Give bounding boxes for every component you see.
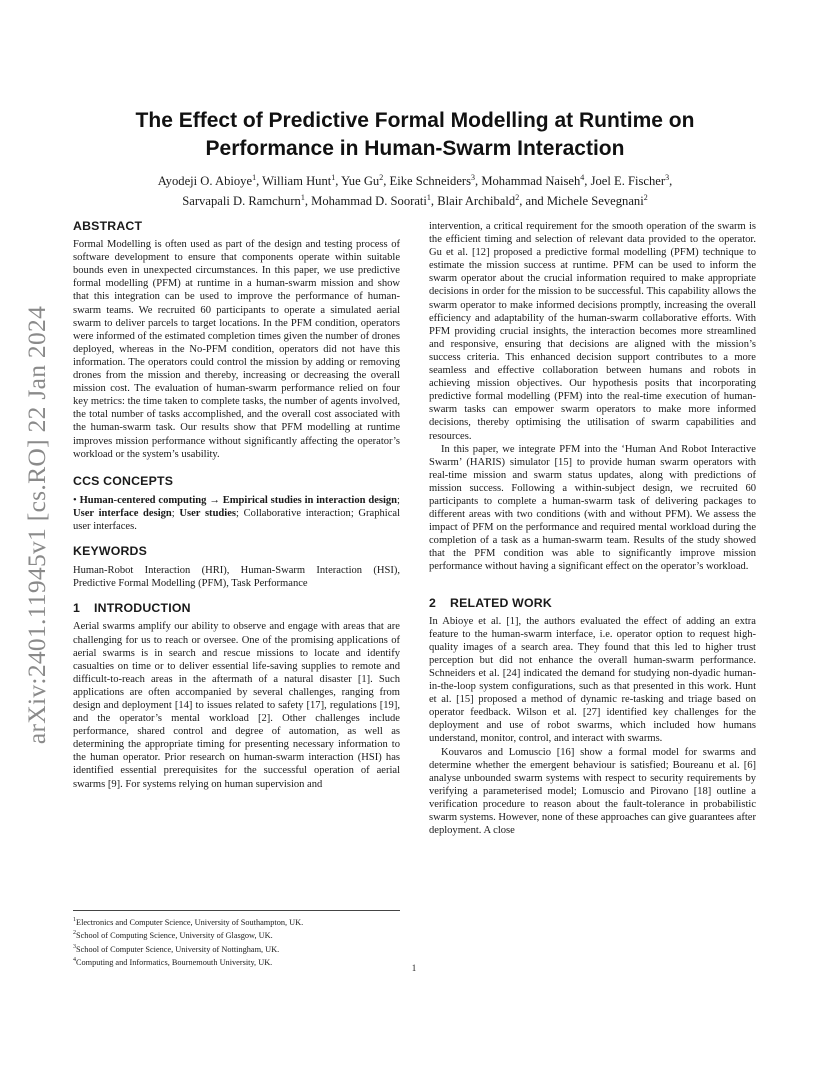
keywords-text: Human-Robot Interaction (HRI), Human-Swarm Interaction (HSI), Predictive Formal Modelling (PFM), Task Performance (73, 565, 400, 590)
footnote: $^2$School of Computing Science, University of Glasgow, UK. (73, 930, 273, 941)
ccs-heading: CCS CONCEPTS (73, 473, 174, 488)
keywords-heading: KEYWORDS (73, 544, 148, 559)
paper-title: The Effect of Predictive Formal Modelling at Runtime on Performance in Human-Swarm Interaction (135, 109, 695, 160)
related-work-paragraph-1: In Abioye et al. [1], the authors evaluated the effect of adding an extra feature to the human-swarm interface, i.e. operator option to request high-quality images of a search area. They found that this led to higher trust perception but did not enhance the overall human-swarm performance. Schneiders et al. [24] indicated the demand for studying non-dyadic human-in-the-loop system configurations, such as that presented in this work. Hunt et al. [15] proposed a method of dynamic re-tasking and triage based on operator feedback. Wilson et al. [27] identified key challenges for the deployment and use of robot swarms, which included how humans understand, monitor, control, and interact with swarms. (429, 615, 756, 745)
author: Joel E. Fischer$^3$ (590, 172, 670, 188)
arxiv-side-stamp (22, 290, 52, 760)
ccs-concepts-text: • Human-centered computing → Empirical studies in interaction design; User interface design; User studies; Collaborative interaction; Graphical user interfaces. (73, 494, 400, 532)
author: Eike Schneiders$^3$ (389, 172, 476, 188)
footnote: $^4$Computing and Informatics, Bournemouth University, UK. (73, 956, 273, 967)
left-column (73, 220, 400, 791)
introduction-paragraph-2: In this paper, we integrate PFM into the ‘Human And Robot Interactive Swarm’ (HARIS) simulator [15] to provide human swarm operators with real-time mission and swarm status updates, along with predictions of mission success. Following a within-subject design, we recruited 60 participants to complete a human-swarm task of delivering packages to different areas with two conditions (with and without PFM). We assess the impact of PFM on the performance and required mental workload during the completion of a task as a human-swarm team. Results of the study showed that the PFM condition was able to significantly improve mission performance without having a significant effect on the operator’s workload. (429, 443, 756, 573)
author: Sarvapali D. Ramchurn$^1$ (182, 192, 305, 208)
introduction-heading: 1 INTRODUCTION (73, 601, 191, 616)
abstract-text: Formal Modelling is often used as part of the design and testing process of software development to ensure that components operate within suitable bounds even in unexpected circumstances. In this paper, we use predictive formal modelling (PFM) at runtime in a human-swarm mission and show that this integration can be used to improve the performance of human-swarm teams. We recruited 60 participants to operate a simulated aerial swarm to deliver parcels to target locations. In the PFM condition, operators were informed of the estimated completion times given the number of drones deployed, whereas in the No-PFM condition, operators did not have this information. The operators could control the mission by adding or removing drones from the mission and thereby, increasing or decreasing the overall mission cost. The evaluation of human-swarm performance relied on four key metrics: the time taken to complete tasks, the number of agents involved, the total number of tasks accomplished, and the overall cost associated with the human-swarm task. Our results show that PFM modelling at runtime improves mission performance without significantly affecting the operator’s workload or the system’s usability. (73, 239, 400, 460)
related-work-heading: 2 RELATED WORK (429, 595, 552, 610)
author-line-2: Sarvapali D. Ramchurn$^1$, Mohammad D. Soorati$^1$, Blair Archibald$^2$, and Michele Sevegnani$^2$ (182, 192, 648, 208)
introduction-paragraph-1-continued: intervention, a critical requirement for the smooth operation of the swarm is the efficient timing and selection of relevant data provided to the operator. Gu et al. [12] proposed a predictive formal modelling (PFM) technique to estimate the mission success at runtime. PFM can be used to inform the swarm operator about the crucial information required to make appropriate decisions in order for the mission to be successful. This capability allows the swarm operator to make informed decisions promptly, increasing the overall efficiency and adaptability of the human-swarm collaborative efforts. With PFM providing crucial insights, the interaction becomes more streamlined and responsive, ensuring that decisions are aligned with the mission’s success criteria. This enhanced decision support contributes to a more seamless and effective collaboration between humans and robots in achieving mission objectives. Our hypothesis posits that incorporating predictive formal modelling (PFM) into the real-time execution of human-swarm tasks can empower swarm operators to make more informed decisions, thereby optimising the utilisation of swarm capabilities and resources. (429, 221, 756, 442)
footnote: $^3$School of Computer Science, University of Nottingham, UK. (73, 943, 280, 954)
arxiv-identifier: arXiv:2401.11945v1 [cs.RO] 22 Jan 2024 (22, 305, 51, 745)
author-line-1: Ayodeji O. Abioye$^1$, William Hunt$^1$, Yue Gu$^2$, Eike Schneiders$^3$, Mohammad Naiseh$^4$, Joel E. Fischer$^3$, (157, 172, 673, 188)
introduction-paragraph-1: Aerial swarms amplify our ability to observe and engage with areas that are challenging for us to reach or oversee. One of the promising applications of aerial swarms is in search and rescue missions to locate and identify casualties on time or to deliver essential life-saving supplies to remote and difficult-to-reach areas in the aftermath of a natural disaster [1]. Such applications are often accompanied by several challenges, ranging from design and deployment [14] to issues related to safety [17], regulations [19], and the operator’s mental workload [2]. Other challenges include performance, shared control and degree of automation, as well as determining the appropriate timing for presenting necessary information to the human operator. Prior research on human-swarm interaction (HSI) has identified essential prerequisites for the successful operation of aerial swarms [9]. For systems relying on human supervision and (73, 621, 400, 790)
author: Michele Sevegnani$^2$ (546, 192, 648, 208)
page-number: 1 (411, 963, 417, 973)
author: Yue Gu$^2$ (341, 172, 384, 188)
footnotes (73, 910, 400, 968)
related-work-paragraph-2: Kouvaros and Lomuscio [16] show a formal model for swarms and determine whether the emergent behaviour is satisfied; Boureanu et al. [6] analyse unbounded swarm systems with respect to security requirements by verifying a parameterised model; Lomuscio and Pirovano [18] outline a verification procedure to reason about the fault-tolerance in probabilistic swarm systems. However, none of these approaches can give guarantees after deployment. A close (429, 746, 756, 837)
footnote: $^1$Electronics and Computer Science, University of Southampton, UK. (73, 917, 304, 927)
abstract-heading: ABSTRACT (73, 219, 143, 233)
author: Blair Archibald$^2$ (437, 192, 520, 208)
author: Ayodeji O. Abioye$^1$ (157, 172, 257, 188)
right-column (429, 220, 756, 837)
author: Mohammad D. Soorati$^1$ (311, 192, 431, 208)
author: Mohammad Naiseh$^4$ (481, 172, 585, 188)
author-list (100, 171, 730, 211)
author: William Hunt$^1$ (262, 172, 336, 188)
